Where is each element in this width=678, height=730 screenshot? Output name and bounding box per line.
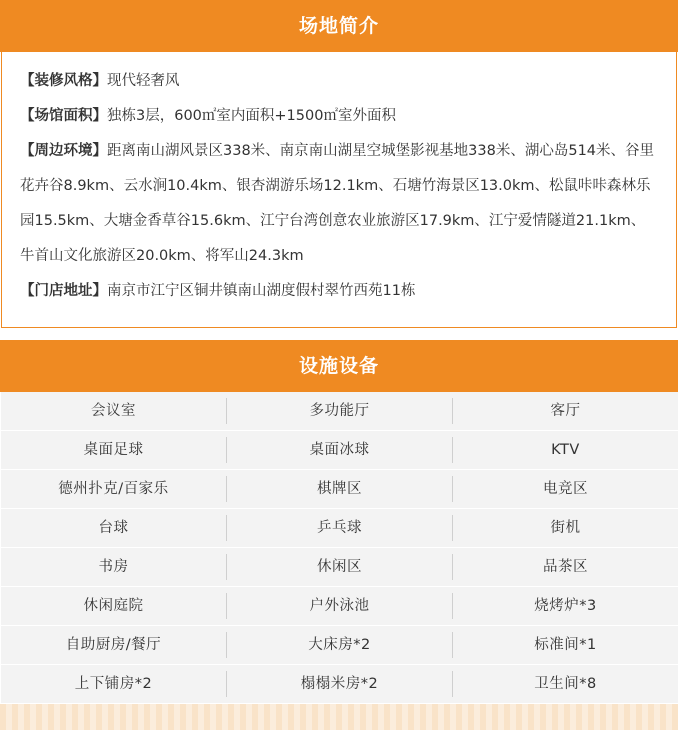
facility-row <box>1 587 678 626</box>
facility-row <box>1 470 678 509</box>
intro-section-title: 场地简介 <box>0 0 678 52</box>
intro-value: 南京市江宁区铜井镇南山湖度假村翠竹西苑11栋 <box>107 283 416 299</box>
intro-value: 独栋3层，600㎡室内面积+1500㎡室外面积 <box>107 108 396 124</box>
facility-cell: 桌面冰球 <box>226 437 452 463</box>
intro-key: 【装修风格】 <box>20 73 107 89</box>
facility-cell: 榻榻米房*2 <box>226 671 452 697</box>
facility-cell: 大床房*2 <box>226 632 452 658</box>
facility-cell: 桌面足球 <box>83 442 144 458</box>
intro-surroundings <box>20 134 658 274</box>
intro-key: 【场馆面积】 <box>20 108 107 124</box>
facilities-section-title: 设施设备 <box>0 340 678 392</box>
facility-cell: 会议室 <box>91 403 136 419</box>
facility-cell: 客厅 <box>452 398 678 424</box>
facility-row <box>1 509 678 548</box>
intro-value: 现代轻奢风 <box>107 73 180 89</box>
intro-decor-style <box>20 64 658 99</box>
facility-cell: 休闲区 <box>226 554 452 580</box>
facility-cell: 标准间*1 <box>452 632 678 658</box>
facility-cell: 户外泳池 <box>226 593 452 619</box>
intro-address <box>20 274 658 309</box>
facility-cell: 烧烤炉*3 <box>452 593 678 619</box>
intro-key: 【周边环境】 <box>20 143 107 159</box>
facilities-grid <box>1 392 678 704</box>
intro-key: 【门店地址】 <box>20 283 107 299</box>
facility-cell: 德州扑克/百家乐 <box>58 481 169 497</box>
facility-cell: 台球 <box>98 520 129 536</box>
facility-cell: 棋牌区 <box>226 476 452 502</box>
facility-cell: 自助厨房/餐厅 <box>65 637 162 653</box>
facility-row <box>1 548 678 587</box>
facility-row <box>1 431 678 470</box>
facility-cell: 上下铺房*2 <box>74 676 153 692</box>
facility-cell: 电竞区 <box>452 476 678 502</box>
facility-cell: 街机 <box>452 515 678 541</box>
intro-area <box>20 99 658 134</box>
intro-section-body <box>1 52 677 328</box>
facility-cell: 书房 <box>98 559 129 575</box>
facility-cell: 品茶区 <box>452 554 678 580</box>
intro-value: 距离南山湖风景区338米、南京南山湖星空城堡影视基地338米、湖心岛514米、谷里花卉谷8.9km、云水涧10.4km、银杏湖游乐场12.1km、石塘竹海景区13.0km、松鼠咔咔森林乐园15.5km、大塘金香草谷15.6km、江宁台湾创意农业旅游区17.9km、江宁爱情隧道21.1km、牛首山文化旅游区20.0km、将军山24.3km <box>20 143 655 264</box>
facility-cell: 休闲庭院 <box>83 598 144 614</box>
facility-row <box>1 392 678 431</box>
facility-cell: KTV <box>452 437 678 463</box>
decorative-bottom-strip <box>0 704 678 730</box>
facility-row <box>1 665 678 704</box>
facility-cell: 乒乓球 <box>226 515 452 541</box>
facility-cell: 多功能厅 <box>226 398 452 424</box>
facility-row <box>1 626 678 665</box>
facility-cell: 卫生间*8 <box>452 671 678 697</box>
